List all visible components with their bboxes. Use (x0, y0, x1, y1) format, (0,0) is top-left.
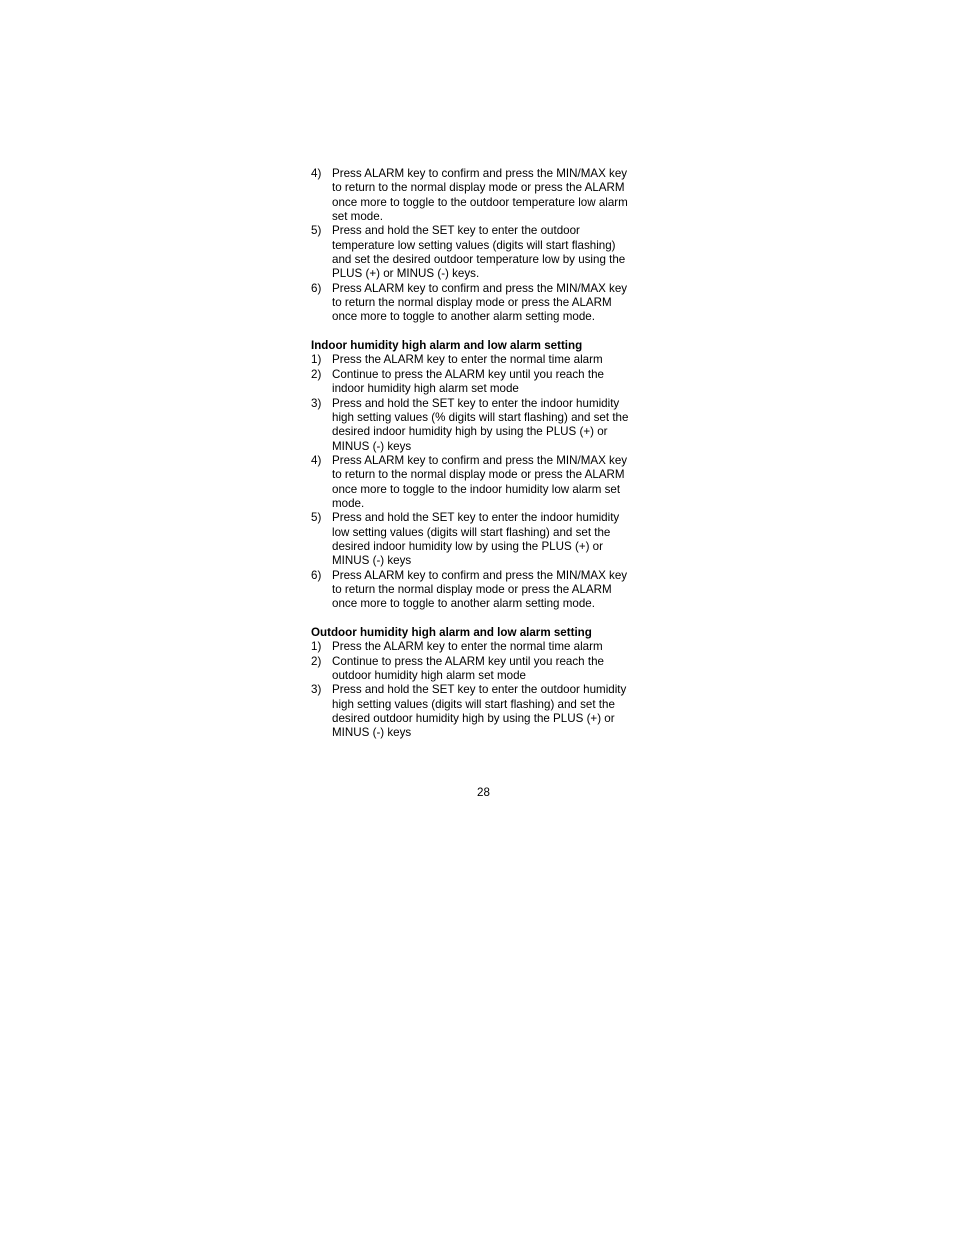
list-item (311, 640, 656, 654)
text-line: outdoor humidity high alarm set mode (332, 669, 526, 683)
list-item (311, 167, 656, 224)
list-item (311, 224, 656, 281)
list-item-number: 2) (311, 654, 322, 668)
text-line: Press and hold the SET key to enter the indoor humidity (332, 511, 620, 525)
list-item-number: 6) (311, 568, 322, 582)
text-line: high setting values (% digits will start flashing) and set the (332, 410, 629, 424)
list-item (311, 683, 656, 740)
list-item (311, 511, 656, 568)
list-item-text (332, 511, 656, 568)
list-item-text (332, 683, 656, 740)
text-line: Press ALARM key to confirm and press the MIN/MAX key (332, 568, 628, 582)
intro-list (311, 167, 656, 325)
text-line: Press the ALARM key to enter the normal time alarm (332, 640, 603, 654)
list-item (311, 397, 656, 454)
text-line: to return to the normal display mode or press the ALARM (332, 181, 625, 195)
list-item-text (332, 640, 656, 654)
manual-page-content (311, 167, 656, 741)
list-item-number: 2) (311, 367, 322, 381)
list-item-number: 5) (311, 511, 322, 525)
list-item-text (332, 282, 656, 325)
list-item-text (332, 167, 656, 224)
list-item-text (332, 368, 656, 397)
text-line: to return the normal display mode or press the ALARM (332, 582, 612, 596)
list-item-text (332, 655, 656, 684)
text-line: Continue to press the ALARM key until you reach the (332, 367, 604, 381)
list-item-text (332, 224, 656, 281)
list-item-number: 1) (311, 353, 322, 367)
outdoor-humidity-list (311, 640, 656, 740)
list-item-number: 5) (311, 224, 322, 238)
list-item (311, 368, 656, 397)
list-item (311, 353, 656, 367)
list-item (311, 655, 656, 684)
text-line: to return to the normal display mode or press the ALARM (332, 468, 625, 482)
list-item-text (332, 454, 656, 511)
text-line: Continue to press the ALARM key until you reach the (332, 654, 604, 668)
page-number: 28 (477, 786, 490, 799)
text-line: PLUS (+) or MINUS (-) keys. (332, 267, 480, 281)
text-line: indoor humidity high alarm set mode (332, 382, 519, 396)
text-line: Press ALARM key to confirm and press the MIN/MAX key (332, 453, 628, 467)
text-line: once more to toggle to the outdoor temperature low alarm (332, 195, 628, 209)
text-line: mode. (332, 496, 365, 510)
text-line: temperature low setting values (digits will start flashing) (332, 238, 616, 252)
indoor-humidity-list (311, 353, 656, 611)
list-item (311, 569, 656, 612)
text-line: MINUS (-) keys (332, 726, 412, 740)
outdoor-humidity-heading: Outdoor humidity high alarm and low alarm setting (311, 626, 592, 639)
text-line: to return the normal display mode or press the ALARM (332, 296, 612, 310)
text-line: Press and hold the SET key to enter the indoor humidity (332, 396, 620, 410)
text-line: Press the ALARM key to enter the normal time alarm (332, 353, 603, 367)
text-line: MINUS (-) keys (332, 554, 412, 568)
list-item-number: 3) (311, 396, 322, 410)
text-line: Press ALARM key to confirm and press the MIN/MAX key (332, 167, 628, 180)
text-line: desired indoor humidity high by using the PLUS (+) or (332, 425, 608, 439)
text-line: Press and hold the SET key to enter the outdoor humidity (332, 683, 627, 697)
text-line: once more to toggle to another alarm setting mode. (332, 310, 595, 324)
text-line: once more to toggle to another alarm setting mode. (332, 597, 595, 611)
indoor-humidity-heading: Indoor humidity high alarm and low alarm setting (311, 339, 583, 353)
list-item-number: 3) (311, 683, 322, 697)
text-line: desired outdoor humidity high by using the PLUS (+) or (332, 712, 615, 726)
list-item-number: 1) (311, 640, 322, 654)
text-line: Press and hold the SET key to enter the outdoor (332, 224, 580, 238)
text-line: once more to toggle to the indoor humidity low alarm set (332, 482, 621, 496)
text-line: MINUS (-) keys (332, 439, 412, 453)
text-line: set mode. (332, 210, 383, 224)
text-line: low setting values (digits will start flashing) and set the (332, 525, 611, 539)
list-item-text (332, 397, 656, 454)
text-line: high setting values (digits will start flashing) and set the (332, 697, 615, 711)
list-item-text (332, 569, 656, 612)
list-item (311, 454, 656, 511)
text-line: Press ALARM key to confirm and press the MIN/MAX key (332, 281, 628, 295)
list-item-number: 6) (311, 281, 322, 295)
list-item (311, 282, 656, 325)
text-line: and set the desired outdoor temperature low by using the (332, 253, 626, 267)
list-item-number: 4) (311, 167, 322, 180)
text-line: desired indoor humidity low by using the PLUS (+) or (332, 539, 603, 553)
list-item-number: 4) (311, 453, 322, 467)
list-item-text (332, 353, 656, 367)
